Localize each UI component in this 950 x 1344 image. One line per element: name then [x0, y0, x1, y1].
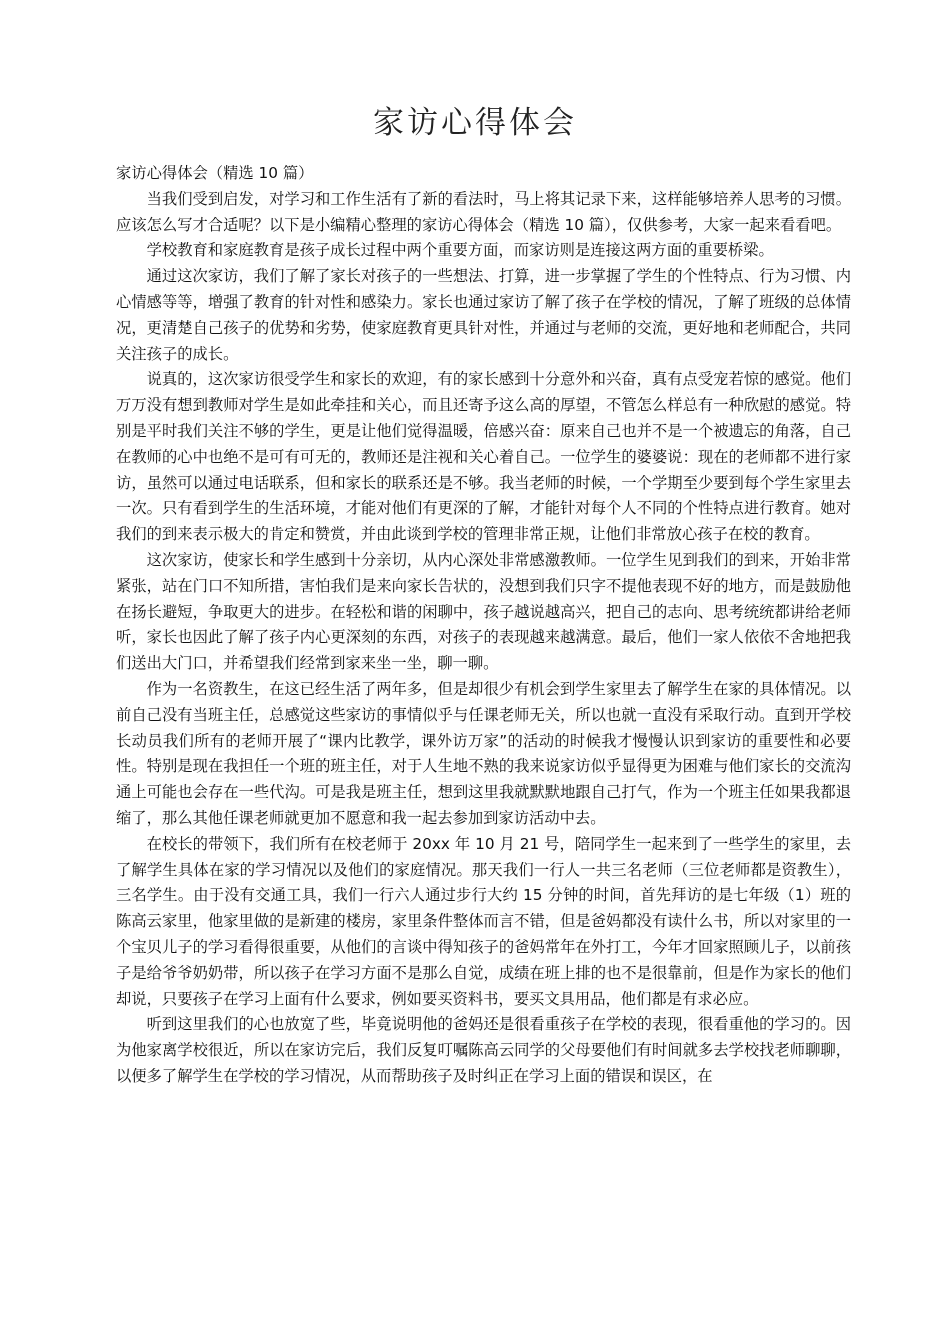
paragraph: 在校长的带领下，我们所有在校老师于 20xx 年 10 月 21 号，陪同学生一起来到了一些学生的家里，去了解学生具体在家的学习情况以及他们的家庭情况。那天我们一行人一共三名老师（三位老师都是资教生），三名学生。由于没有交通工具，我们一行六人通过步行大约 15 分钟的时间，首先拜访的是七年级（1）班的陈高云家里，他家里做的是新建的楼房，家里条件整体而言不错，但是爸妈都没有读什么书，所以对家里的一个宝贝儿子的学习看得很重要，从他们的言谈中得知孩子的爸妈常年在外打工，今年才回家照顾儿子，以前孩子是给爷爷奶奶带，所以孩子在学习方面不是那么自觉，成绩在班上排的也不是很靠前，但是作为家长的他们却说，只要孩子在学习上面有什么要求，例如要买资料书，要买文具用品，他们都是有求必应。 — [116, 834, 851, 1008]
document-title: 家访心得体会 — [373, 105, 577, 141]
paragraph: 听到这里我们的心也放宽了些，毕竟说明他的爸妈还是很看重孩子在学校的表现，很看重他的学习的。因为他家离学校很近，所以在家访完后，我们反复叮嘱陈高云同学的父母要他们有时间就多去学校找老师聊聊，以便多了解学生在学校的学习情况，从而帮助孩子及时纠正在学习上面的错误和误区，在 — [116, 1015, 851, 1085]
document-subtitle: 家访心得体会（精选 10 篇） — [116, 164, 314, 182]
paragraph: 通过这次家访，我们了解了家长对孩子的一些想法、打算，进一步掌握了学生的个性特点、行为习惯、内心情感等等，增强了教育的针对性和感染力。家长也通过家访了解了孩子在学校的情况，了解了班级的总体情况，更清楚自己孩子的优势和劣势，使家庭教育更具针对性，并通过与老师的交流，更好地和老师配合，共同关注孩子的成长。 — [116, 267, 851, 363]
paragraph: 说真的，这次家访很受学生和家长的欢迎，有的家长感到十分意外和兴奋，真有点受宠若惊的感觉。他们万万没有想到教师对学生是如此牵挂和关心，而且还寄予这么高的厚望，不管怎么样总有一种欣慰的感觉。特别是平时我们关注不够的学生，更是让他们觉得温暖，倍感兴奋：原来自己也并不是一个被遗忘的角落，自己在教师的心中也绝不是可有可无的，教师还是注视和关心着自己。一位学生的婆婆说：现在的老师都不进行家访，虽然可以通过电话联系，但和家长的联系还是不够。我当老师的时候，一个学期至少要到每个学生家里去一次。只有看到学生的生活环境，才能对他们有更深的了解，才能针对每个人不同的个性特点进行教育。她对我们的到来表示极大的肯定和赞赏，并由此谈到学校的管理非常正规，让他们非常放心孩子在校的教育。 — [116, 370, 851, 544]
paragraph: 这次家访，使家长和学生感到十分亲切，从内心深处非常感激教师。一位学生见到我们的到来，开始非常紧张，站在门口不知所措，害怕我们是来向家长告状的，没想到我们只字不提他表现不好的地方，而是鼓励他在扬长避短，争取更大的进步。在轻松和谐的闲聊中，孩子越说越高兴，把自己的志向、思考统统都讲给老师听，家长也因此了解了孩子内心更深刻的东西，对孩子的表现越来越满意。最后，他们一家人依依不舍地把我们送出大门口，并希望我们经常到家来坐一坐，聊一聊。 — [116, 550, 851, 673]
paragraph: 作为一名资教生，在这已经生活了两年多，但是却很少有机会到学生家里去了解学生在家的具体情况。以前自己没有当班主任，总感觉这些家访的事情似乎与任课老师无关，所以也就一直没有采取行动。直到开学校长动员我们所有的老师开展了“课内比教学，课外访万家”的活动的时候我才慢慢认识到家访的重要性和必要性。特别是现在我担任一个班的班主任，对于人生地不熟的我来说家访似乎显得更为困难与他们家长的交流沟通上可能也会存在一些代沟。可是我是班主任，想到这里我就默默地跟自己打气，作为一个班主任如果我都退缩了，那么其他任课老师就更加不愿意和我一起去参加到家访活动中去。 — [116, 679, 851, 827]
paragraph: 学校教育和家庭教育是孩子成长过程中两个重要方面，而家访则是连接这两方面的重要桥梁。 — [146, 241, 774, 260]
paragraph: 当我们受到启发，对学习和工作生活有了新的看法时，马上将其记录下来，这样能够培养人思考的习惯。应该怎么写才合适呢？以下是小编精心整理的家访心得体会（精选 10 篇），仅供参考，大家一起来看看吧。 — [116, 189, 851, 234]
document-body — [116, 161, 851, 1090]
